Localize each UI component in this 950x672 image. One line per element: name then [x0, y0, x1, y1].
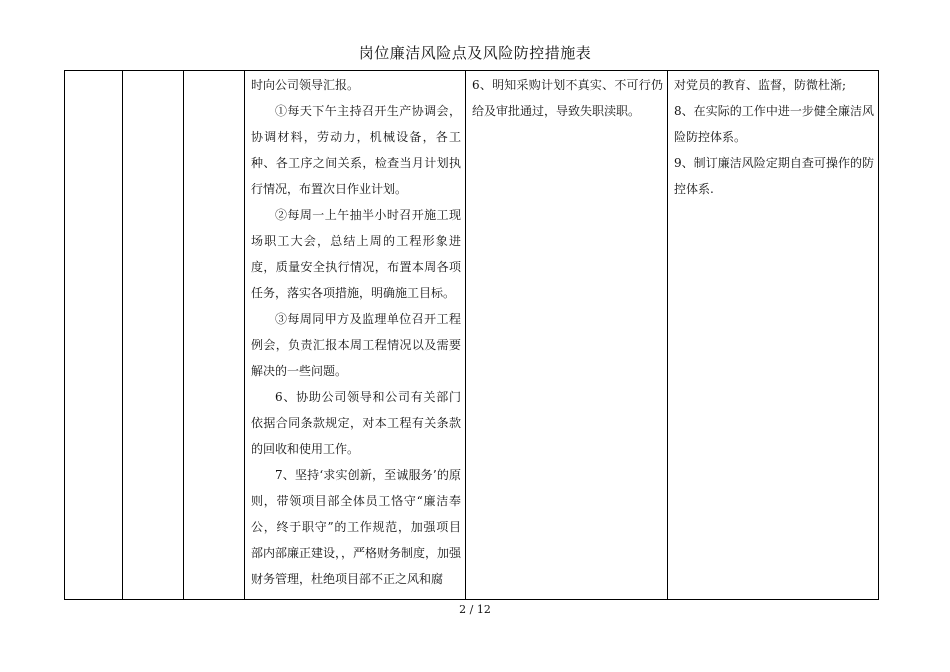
risk-control-table	[64, 70, 879, 600]
table-row	[65, 71, 879, 600]
duties-paragraph: ③每周同甲方及监理单位召开工程例会，负责汇报本周工程情况以及需要解决的一些问题。	[251, 312, 461, 378]
duties-paragraph: ①每天下午主持召开生产协调会，协调材料，劳动力，机械设备，各工种、各工序之间关系，检查当月计划执行情况，布置次日作业计划。	[251, 104, 461, 196]
risk-paragraph: 6、明知采购计划不真实、不可行仍给及审批通过，导致失职渎职。	[472, 78, 663, 118]
measure-paragraph: 9、制订廉洁风险定期自查可操作的防控体系.	[674, 156, 874, 196]
document-title: 岗位廉洁风险点及风险防控措施表	[358, 44, 592, 62]
table-cell-empty	[65, 71, 123, 600]
duties-paragraph: ②每周一上午抽半小时召开施工现场职工大会，总结上周的工程形象进度，质量安全执行情况，布置本周各项任务，落实各项措施，明确施工目标。	[251, 208, 461, 300]
risk-point-cell	[466, 71, 668, 600]
control-measures-cell	[668, 71, 879, 600]
duties-paragraph: 时向公司领导汇报。	[251, 78, 360, 92]
table-cell-empty	[123, 71, 184, 600]
duties-paragraph: 6、协助公司领导和公司有关部门依据合同条款规定，对本工程有关条款的回收和使用工作。	[251, 390, 461, 456]
measure-paragraph: 对党员的教育、监督，防微杜渐;	[674, 78, 847, 92]
duties-cell	[245, 71, 466, 600]
measure-paragraph: 8、在实际的工作中进一步健全廉洁风险防控体系。	[674, 104, 874, 144]
table-cell-empty	[184, 71, 245, 600]
duties-paragraph: 7、坚持‘求实创新，至诚服务’的原则，带领项目部全体员工恪守“廉洁奉公，终于职守”的工作规范，加强项目部内部廉正建设，，严格财务制度，加强财务管理，杜绝项目部不正之风和腐	[251, 468, 462, 586]
page-indicator: 2 / 12	[459, 603, 491, 616]
